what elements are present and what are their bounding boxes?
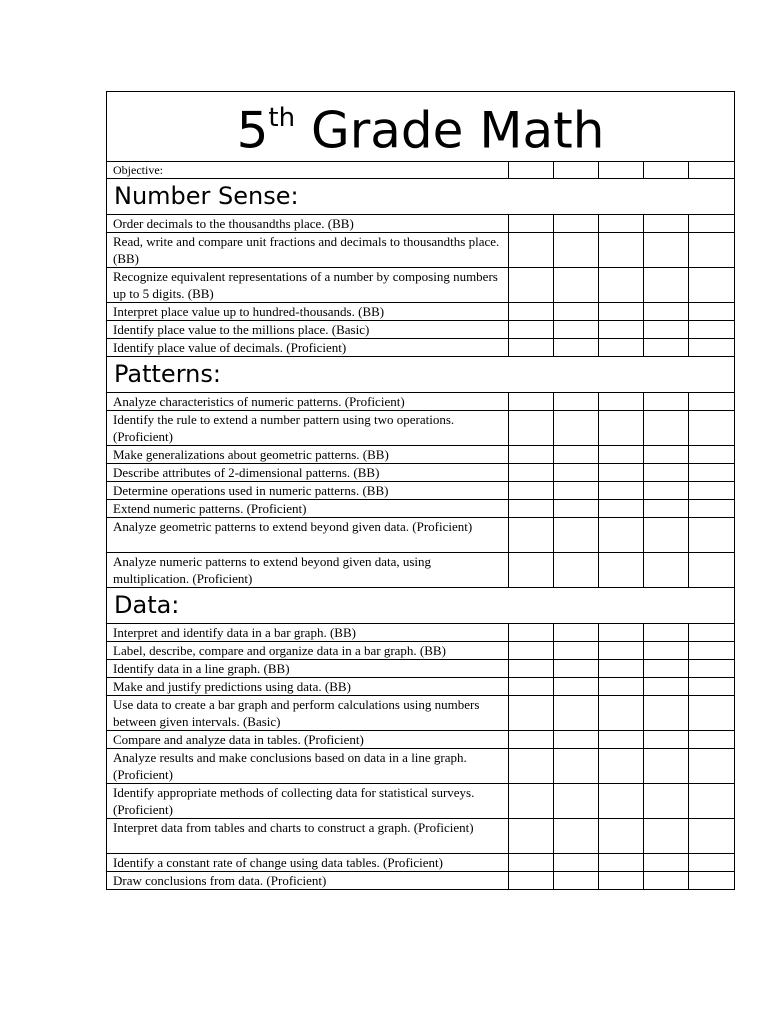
- check-cell[interactable]: [509, 818, 554, 853]
- section-header-row: [107, 178, 735, 214]
- check-cell[interactable]: [599, 871, 644, 889]
- objective-text-cell: [107, 445, 509, 463]
- objective-text-cell: [107, 338, 509, 356]
- check-cell[interactable]: [689, 267, 735, 302]
- check-cell[interactable]: [554, 853, 599, 871]
- objective-row: [107, 499, 735, 517]
- check-cell[interactable]: [644, 499, 689, 517]
- section-heading-cell: [107, 178, 735, 214]
- title-rest: Grade Math: [295, 101, 605, 160]
- objective-row: [107, 410, 735, 445]
- check-cell[interactable]: [599, 267, 644, 302]
- check-cell[interactable]: [554, 818, 599, 853]
- objective-text: Identify place value to the millions place. (Basic): [113, 321, 370, 337]
- check-cell[interactable]: [689, 677, 735, 695]
- check-cell[interactable]: [599, 499, 644, 517]
- check-cell[interactable]: [689, 499, 735, 517]
- objective-text-cell: [107, 623, 509, 641]
- section-heading-cell: [107, 356, 735, 392]
- objective-text: Order decimals to the thousandths place. (BB): [113, 215, 354, 231]
- check-cell[interactable]: [554, 871, 599, 889]
- check-cell[interactable]: [509, 748, 554, 783]
- check-cell[interactable]: [689, 659, 735, 677]
- math-objectives-table: [106, 91, 735, 890]
- check-cell[interactable]: [599, 659, 644, 677]
- check-cell[interactable]: [554, 677, 599, 695]
- check-cell[interactable]: [599, 552, 644, 587]
- check-cell[interactable]: [509, 463, 554, 481]
- check-cell[interactable]: [644, 214, 689, 232]
- objective-row: [107, 302, 735, 320]
- check-cell[interactable]: [554, 392, 599, 410]
- objective-label: Objective:: [113, 162, 163, 177]
- check-cell[interactable]: [689, 695, 735, 730]
- check-cell[interactable]: [644, 392, 689, 410]
- objective-row: [107, 748, 735, 783]
- check-cell[interactable]: [509, 161, 554, 178]
- check-cell[interactable]: [509, 320, 554, 338]
- objective-text-cell: [107, 552, 509, 587]
- objective-row: [107, 214, 735, 232]
- page-title: [107, 92, 735, 162]
- objective-text: Label, describe, compare and organize data in a bar graph. (BB): [113, 642, 446, 658]
- objective-text: Analyze geometric patterns to extend beyond given data. (Proficient): [113, 518, 473, 534]
- check-cell[interactable]: [644, 783, 689, 818]
- objective-text: Identify place value of decimals. (Proficient): [113, 339, 347, 355]
- check-cell[interactable]: [509, 695, 554, 730]
- check-cell[interactable]: [689, 214, 735, 232]
- objective-text-cell: [107, 392, 509, 410]
- objective-text: Compare and analyze data in tables. (Proficient): [113, 731, 364, 747]
- check-cell[interactable]: [599, 818, 644, 853]
- check-cell[interactable]: [599, 214, 644, 232]
- check-cell[interactable]: [599, 730, 644, 748]
- check-cell[interactable]: [554, 410, 599, 445]
- check-cell[interactable]: [554, 730, 599, 748]
- check-cell[interactable]: [599, 445, 644, 463]
- check-cell[interactable]: [644, 320, 689, 338]
- title-row: [107, 92, 735, 162]
- objective-text: Identify a constant rate of change using data tables. (Proficient): [113, 854, 443, 870]
- objective-text: Analyze numeric patterns to extend beyond given data, using multiplication. (Proficient): [113, 553, 432, 586]
- objective-text: Interpret data from tables and charts to construct a graph. (Proficient): [113, 819, 474, 835]
- objective-text-cell: [107, 695, 509, 730]
- check-cell[interactable]: [689, 623, 735, 641]
- check-cell[interactable]: [689, 748, 735, 783]
- check-cell[interactable]: [689, 818, 735, 853]
- objective-row: [107, 445, 735, 463]
- objective-text: Identify appropriate methods of collecting data for statistical surveys. (Proficient): [113, 784, 475, 817]
- check-cell[interactable]: [599, 463, 644, 481]
- check-cell[interactable]: [689, 517, 735, 552]
- check-cell[interactable]: [554, 623, 599, 641]
- objective-text-cell: [107, 267, 509, 302]
- check-cell[interactable]: [599, 232, 644, 267]
- check-cell[interactable]: [509, 659, 554, 677]
- check-cell[interactable]: [554, 481, 599, 499]
- check-cell[interactable]: [689, 871, 735, 889]
- objective-row: [107, 871, 735, 889]
- check-cell[interactable]: [509, 214, 554, 232]
- check-cell[interactable]: [689, 302, 735, 320]
- objective-row: [107, 232, 735, 267]
- objective-text-cell: [107, 818, 509, 853]
- check-cell[interactable]: [599, 623, 644, 641]
- check-cell[interactable]: [689, 320, 735, 338]
- objective-text: Extend numeric patterns. (Proficient): [113, 500, 307, 516]
- check-cell[interactable]: [509, 783, 554, 818]
- check-cell[interactable]: [509, 871, 554, 889]
- check-cell[interactable]: [689, 641, 735, 659]
- objective-text: Draw conclusions from data. (Proficient): [113, 872, 327, 888]
- check-cell[interactable]: [689, 232, 735, 267]
- objective-text-cell: [107, 499, 509, 517]
- objective-text: Use data to create a bar graph and perform calculations using numbers between given intervals. (Basic): [113, 696, 480, 729]
- check-cell[interactable]: [509, 481, 554, 499]
- objective-text-cell: [107, 463, 509, 481]
- check-cell[interactable]: [599, 783, 644, 818]
- check-cell[interactable]: [509, 445, 554, 463]
- check-cell[interactable]: [554, 499, 599, 517]
- check-cell[interactable]: [644, 853, 689, 871]
- check-cell[interactable]: [644, 445, 689, 463]
- check-cell[interactable]: [644, 641, 689, 659]
- objective-text-cell: [107, 748, 509, 783]
- check-cell[interactable]: [509, 410, 554, 445]
- check-cell[interactable]: [599, 641, 644, 659]
- check-cell[interactable]: [689, 853, 735, 871]
- check-cell[interactable]: [644, 695, 689, 730]
- objective-row: [107, 517, 735, 552]
- check-cell[interactable]: [644, 463, 689, 481]
- check-cell[interactable]: [554, 267, 599, 302]
- check-cell[interactable]: [509, 232, 554, 267]
- check-cell[interactable]: [509, 730, 554, 748]
- check-cell[interactable]: [599, 481, 644, 499]
- objective-row: [107, 463, 735, 481]
- check-cell[interactable]: [599, 410, 644, 445]
- check-cell[interactable]: [644, 481, 689, 499]
- objective-text: Interpret and identify data in a bar graph. (BB): [113, 624, 356, 640]
- check-cell[interactable]: [689, 338, 735, 356]
- objective-text-cell: [107, 320, 509, 338]
- check-cell[interactable]: [554, 302, 599, 320]
- objective-header-row: [107, 161, 735, 178]
- table-body: [107, 92, 735, 890]
- check-cell[interactable]: [554, 232, 599, 267]
- check-cell[interactable]: [644, 818, 689, 853]
- check-cell[interactable]: [554, 338, 599, 356]
- objective-row: [107, 338, 735, 356]
- check-cell[interactable]: [644, 302, 689, 320]
- objective-row: [107, 818, 735, 853]
- check-cell[interactable]: [554, 214, 599, 232]
- objective-text-cell: [107, 232, 509, 267]
- objective-text-cell: [107, 517, 509, 552]
- objective-text-cell: [107, 302, 509, 320]
- objective-text: Identify data in a line graph. (BB): [113, 660, 290, 676]
- check-cell[interactable]: [689, 552, 735, 587]
- check-cell[interactable]: [509, 677, 554, 695]
- check-cell[interactable]: [599, 677, 644, 695]
- objective-text-cell: [107, 641, 509, 659]
- objective-text-cell: [107, 659, 509, 677]
- check-cell[interactable]: [644, 232, 689, 267]
- objective-text: Describe attributes of 2-dimensional patterns. (BB): [113, 464, 380, 480]
- section-header-row: [107, 356, 735, 392]
- section-heading-cell: [107, 587, 735, 623]
- check-cell[interactable]: [644, 730, 689, 748]
- objective-text: Identify the rule to extend a number pattern using two operations. (Proficient): [113, 411, 455, 444]
- check-cell[interactable]: [644, 552, 689, 587]
- objective-row: [107, 481, 735, 499]
- title-superscript: th: [268, 103, 296, 133]
- check-cell[interactable]: [554, 445, 599, 463]
- section-header-row: [107, 587, 735, 623]
- title-base: 5: [236, 101, 269, 160]
- check-cell[interactable]: [644, 267, 689, 302]
- check-cell[interactable]: [509, 623, 554, 641]
- check-cell[interactable]: [689, 481, 735, 499]
- check-cell[interactable]: [599, 695, 644, 730]
- check-cell[interactable]: [644, 410, 689, 445]
- objective-text-cell: [107, 214, 509, 232]
- check-cell[interactable]: [599, 320, 644, 338]
- check-cell[interactable]: [554, 463, 599, 481]
- check-cell[interactable]: [554, 320, 599, 338]
- objective-row: [107, 641, 735, 659]
- check-cell[interactable]: [644, 677, 689, 695]
- check-cell[interactable]: [644, 161, 689, 178]
- check-cell[interactable]: [509, 267, 554, 302]
- check-cell[interactable]: [599, 853, 644, 871]
- check-cell[interactable]: [554, 161, 599, 178]
- check-cell[interactable]: [509, 552, 554, 587]
- section-heading: Patterns:: [114, 359, 221, 388]
- check-cell[interactable]: [644, 659, 689, 677]
- objective-row: [107, 730, 735, 748]
- objective-row: [107, 623, 735, 641]
- check-cell[interactable]: [599, 161, 644, 178]
- objective-text: Make generalizations about geometric patterns. (BB): [113, 446, 389, 462]
- check-cell[interactable]: [509, 338, 554, 356]
- check-cell[interactable]: [599, 517, 644, 552]
- check-cell[interactable]: [509, 392, 554, 410]
- objective-text: Determine operations used in numeric patterns. (BB): [113, 482, 389, 498]
- objective-label-cell: [107, 161, 509, 178]
- check-cell[interactable]: [554, 659, 599, 677]
- check-cell[interactable]: [689, 783, 735, 818]
- check-cell[interactable]: [509, 517, 554, 552]
- objective-text: Make and justify predictions using data. (BB): [113, 678, 351, 694]
- objective-row: [107, 392, 735, 410]
- objective-text: Read, write and compare unit fractions and decimals to thousandths place. (BB): [113, 233, 500, 266]
- check-cell[interactable]: [554, 748, 599, 783]
- check-cell[interactable]: [689, 445, 735, 463]
- objective-row: [107, 853, 735, 871]
- objective-text: Recognize equivalent representations of a number by composing numbers up to 5 digits. (BB): [113, 268, 498, 301]
- check-cell[interactable]: [599, 302, 644, 320]
- check-cell[interactable]: [599, 392, 644, 410]
- section-heading: Number Sense:: [114, 181, 299, 210]
- check-cell[interactable]: [554, 695, 599, 730]
- objective-row: [107, 267, 735, 302]
- objective-text-cell: [107, 481, 509, 499]
- section-heading: Data:: [114, 590, 180, 619]
- objective-text-cell: [107, 871, 509, 889]
- objective-row: [107, 320, 735, 338]
- objective-text-cell: [107, 677, 509, 695]
- check-cell[interactable]: [689, 410, 735, 445]
- check-cell[interactable]: [644, 871, 689, 889]
- objective-text-cell: [107, 730, 509, 748]
- check-cell[interactable]: [599, 748, 644, 783]
- objective-row: [107, 659, 735, 677]
- check-cell[interactable]: [599, 338, 644, 356]
- check-cell[interactable]: [509, 641, 554, 659]
- check-cell[interactable]: [689, 463, 735, 481]
- check-cell[interactable]: [509, 302, 554, 320]
- check-cell[interactable]: [554, 517, 599, 552]
- objective-text-cell: [107, 783, 509, 818]
- objective-row: [107, 552, 735, 587]
- check-cell[interactable]: [509, 853, 554, 871]
- check-cell[interactable]: [644, 623, 689, 641]
- check-cell[interactable]: [689, 730, 735, 748]
- objective-text-cell: [107, 410, 509, 445]
- check-cell[interactable]: [644, 748, 689, 783]
- check-cell[interactable]: [689, 392, 735, 410]
- check-cell[interactable]: [644, 517, 689, 552]
- check-cell[interactable]: [554, 641, 599, 659]
- check-cell[interactable]: [554, 552, 599, 587]
- objective-row: [107, 695, 735, 730]
- check-cell[interactable]: [644, 338, 689, 356]
- objective-row: [107, 677, 735, 695]
- objective-text: Analyze results and make conclusions based on data in a line graph. (Proficient): [113, 749, 467, 782]
- objective-text-cell: [107, 853, 509, 871]
- check-cell[interactable]: [689, 161, 735, 178]
- objective-text: Interpret place value up to hundred-thousands. (BB): [113, 303, 385, 319]
- objective-row: [107, 783, 735, 818]
- check-cell[interactable]: [554, 783, 599, 818]
- check-cell[interactable]: [509, 499, 554, 517]
- objective-text: Analyze characteristics of numeric patterns. (Proficient): [113, 393, 405, 409]
